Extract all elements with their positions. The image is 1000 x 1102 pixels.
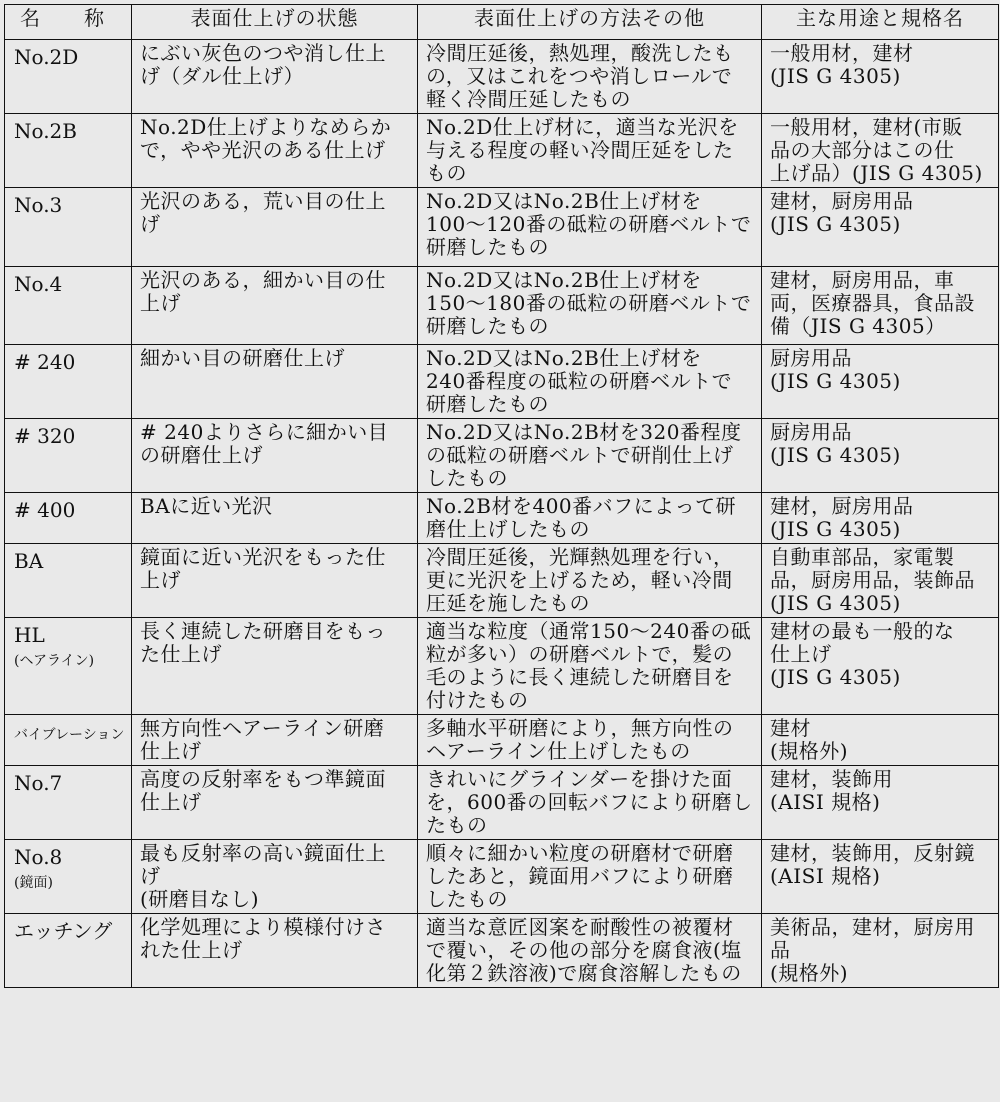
table-header — [5, 5, 999, 40]
table-row — [5, 419, 999, 493]
cell-state: # 240よりさらに細かい目 の研磨仕上げ — [132, 419, 418, 493]
cell-state: 光沢のある，荒い目の仕上 げ — [132, 188, 418, 267]
cell-method: 適当な粒度（通常150～240番の砥 粒が多い）の研磨ベルトで，髪の 毛のように長く連続した研磨目を 付けたもの — [418, 618, 762, 715]
cell-method: No.2B材を400番バフによって研 磨仕上げしたもの — [418, 493, 762, 544]
cell-name-sub: (鏡面) — [14, 875, 53, 891]
table-row — [5, 766, 999, 840]
cell-use: 一般用材，建材 (JIS G 4305) — [762, 40, 999, 114]
header-state: 表面仕上げの状態 — [132, 5, 418, 40]
cell-name: BA — [5, 544, 132, 618]
cell-method: No.2D又はNo.2B仕上げ材を 150～180番の砥粒の研磨ベルトで 研磨したもの — [418, 267, 762, 345]
table-row — [5, 493, 999, 544]
cell-state: にぶい灰色のつや消し仕上 げ（ダル仕上げ） — [132, 40, 418, 114]
cell-use: 建材の最も一般的な 仕上げ (JIS G 4305) — [762, 618, 999, 715]
cell-state: 鏡面に近い光沢をもった仕 上げ — [132, 544, 418, 618]
cell-state: 光沢のある，細かい目の仕 上げ — [132, 267, 418, 345]
cell-name-main: バイブレーション — [14, 727, 125, 743]
cell-state: 化学処理により模様付けさ れた仕上げ — [132, 914, 418, 988]
table-row — [5, 914, 999, 988]
cell-name-sub: (ヘアライン) — [14, 653, 95, 669]
cell-method: No.2D又はNo.2B材を320番程度 の砥粒の研磨ベルトで研削仕上げ したもの — [418, 419, 762, 493]
cell-name: No.3 — [5, 188, 132, 267]
cell-name: No.4 — [5, 267, 132, 345]
cell-state: BAに近い光沢 — [132, 493, 418, 544]
table-row — [5, 618, 999, 715]
header-row — [5, 5, 999, 40]
cell-method: 適当な意匠図案を耐酸性の被覆材 で覆い，その他の部分を腐食液(塩 化第２鉄溶液)で腐食溶解したもの — [418, 914, 762, 988]
cell-method: 順々に細かい粒度の研磨材で研磨 したあと，鏡面用バフにより研磨 したもの — [418, 840, 762, 914]
cell-method: No.2D仕上げ材に，適当な光沢を 与える程度の軽い冷間圧延をした もの — [418, 114, 762, 188]
cell-use: 一般用材，建材(市販 品の大部分はこの仕 上げ品）(JIS G 4305) — [762, 114, 999, 188]
cell-state: 細かい目の研磨仕上げ — [132, 345, 418, 419]
cell-use: 厨房用品 (JIS G 4305) — [762, 345, 999, 419]
table-row — [5, 840, 999, 914]
cell-use: 建材，装飾用，反射鏡 (AISI 規格) — [762, 840, 999, 914]
cell-use: 建材，厨房用品，車 両，医療器具，食品設 備（JIS G 4305） — [762, 267, 999, 345]
cell-state: 最も反射率の高い鏡面仕上 げ (研磨目なし) — [132, 840, 418, 914]
cell-name: エッチング — [5, 914, 132, 988]
cell-state: 無方向性ヘアーライン研磨 仕上げ — [132, 715, 418, 766]
header-use: 主な用途と規格名 — [762, 5, 999, 40]
cell-name — [5, 618, 132, 715]
cell-name: No.7 — [5, 766, 132, 840]
surface-finish-table — [4, 4, 999, 988]
cell-name: # 320 — [5, 419, 132, 493]
table-body — [5, 40, 999, 988]
cell-method: 多軸水平研磨により，無方向性の ヘアーライン仕上げしたもの — [418, 715, 762, 766]
cell-use: 建材 (規格外) — [762, 715, 999, 766]
table-row — [5, 188, 999, 267]
table-row — [5, 40, 999, 114]
cell-state: 高度の反射率をもつ準鏡面 仕上げ — [132, 766, 418, 840]
cell-use: 建材，装飾用 (AISI 規格) — [762, 766, 999, 840]
cell-method: 冷間圧延後，熱処理，酸洗したも の，又はこれをつや消しロールで 軽く冷間圧延したもの — [418, 40, 762, 114]
cell-use: 自動車部品，家電製 品，厨房用品，装飾品 (JIS G 4305) — [762, 544, 999, 618]
cell-name: # 400 — [5, 493, 132, 544]
cell-use: 美術品，建材，厨房用 品 (規格外) — [762, 914, 999, 988]
cell-use: 建材，厨房用品 (JIS G 4305) — [762, 188, 999, 267]
cell-method: No.2D又はNo.2B仕上げ材を 240番程度の砥粒の研磨ベルトで 研磨したもの — [418, 345, 762, 419]
cell-use: 建材，厨房用品 (JIS G 4305) — [762, 493, 999, 544]
cell-method: きれいにグラインダーを掛けた面 を，600番の回転バフにより研磨し たもの — [418, 766, 762, 840]
cell-method: No.2D又はNo.2B仕上げ材を 100～120番の砥粒の研磨ベルトで 研磨したもの — [418, 188, 762, 267]
cell-name — [5, 715, 132, 766]
table-row — [5, 267, 999, 345]
cell-name: No.2B — [5, 114, 132, 188]
cell-method: 冷間圧延後，光輝熱処理を行い， 更に光沢を上げるため，軽い冷間 圧延を施したもの — [418, 544, 762, 618]
cell-name-main: No.8 — [14, 845, 63, 869]
table-row — [5, 715, 999, 766]
cell-name: No.2D — [5, 40, 132, 114]
cell-state: No.2D仕上げよりなめらか で，やや光沢のある仕上げ — [132, 114, 418, 188]
cell-state: 長く連続した研磨目をもっ た仕上げ — [132, 618, 418, 715]
header-name: 名 称 — [5, 5, 132, 40]
table-row — [5, 114, 999, 188]
cell-name-main: HL — [14, 623, 45, 647]
cell-use: 厨房用品 (JIS G 4305) — [762, 419, 999, 493]
cell-name — [5, 840, 132, 914]
cell-name: # 240 — [5, 345, 132, 419]
header-method: 表面仕上げの方法その他 — [418, 5, 762, 40]
table-row — [5, 345, 999, 419]
table-row — [5, 544, 999, 618]
